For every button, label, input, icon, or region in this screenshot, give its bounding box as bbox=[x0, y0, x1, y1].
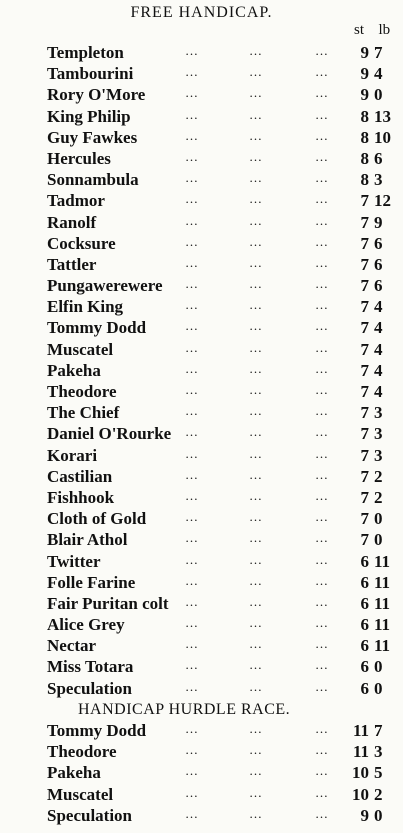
leader-dot-group: … bbox=[315, 106, 329, 122]
leader-dot-group: … bbox=[249, 43, 263, 58]
weight-pounds: 9 bbox=[374, 212, 383, 232]
weight-pounds: 4 bbox=[374, 382, 383, 401]
weight-entry-row bbox=[0, 529, 403, 550]
leader-dot-group: … bbox=[315, 763, 329, 779]
leader-dot-group: … bbox=[185, 85, 199, 101]
hurdle-race-title: HANDICAP HURDLE RACE. bbox=[78, 700, 291, 718]
weight-pounds: 5 bbox=[374, 763, 383, 783]
weight-stone: 7 bbox=[360, 466, 369, 486]
horse-name: Korari bbox=[47, 445, 98, 465]
weight-entry-row bbox=[0, 127, 403, 148]
leader-dot-group: … bbox=[249, 64, 263, 80]
weight-entry-row bbox=[0, 678, 403, 699]
weight-pounds: 7 bbox=[374, 721, 383, 740]
weight-pounds: 6 bbox=[374, 254, 383, 274]
weight-entry-row bbox=[0, 275, 403, 296]
leader-dot-group: … bbox=[249, 593, 263, 609]
leader-dot-group: … bbox=[249, 403, 263, 419]
leader-dot-group: … bbox=[185, 763, 199, 779]
weight-stone: 8 bbox=[360, 148, 369, 168]
weight-entry-row bbox=[0, 339, 403, 360]
leader-dot-group: … bbox=[315, 530, 329, 546]
leader-dot-group: … bbox=[249, 678, 263, 694]
weight-stone: 6 bbox=[360, 572, 369, 592]
leader-dot-group: … bbox=[249, 170, 263, 186]
weight-stone: 7 bbox=[360, 424, 369, 444]
weight-stone: 7 bbox=[360, 233, 369, 253]
weight-pounds: 10 bbox=[374, 127, 391, 147]
leader-dot-group: … bbox=[185, 148, 199, 164]
weight-pounds: 6 bbox=[374, 233, 383, 253]
weight-pounds: 0 bbox=[374, 530, 383, 550]
leader-dot-group: … bbox=[315, 403, 329, 419]
leader-dot-group: … bbox=[315, 805, 329, 821]
leader-dot-group: … bbox=[249, 657, 263, 673]
weight-stone: 8 bbox=[360, 106, 369, 126]
leader-dot-group: … bbox=[185, 445, 199, 461]
weight-entry-row bbox=[0, 445, 403, 466]
weight-entry-row bbox=[0, 190, 403, 211]
horse-name: Fishhook bbox=[47, 487, 115, 507]
weight-stone: 9 bbox=[360, 805, 369, 825]
weight-pounds: 3 bbox=[374, 170, 383, 190]
leader-dot-group: … bbox=[315, 297, 329, 313]
leader-dot-group: … bbox=[315, 721, 329, 736]
weight-entry-row bbox=[0, 784, 403, 805]
horse-name: Tambourini bbox=[47, 64, 134, 84]
horse-name: Nectar bbox=[47, 636, 97, 656]
weight-stone: 9 bbox=[360, 64, 369, 84]
horse-name: Pungawerewere bbox=[47, 276, 163, 296]
weight-stone: 6 bbox=[360, 636, 369, 656]
weight-pounds: 0 bbox=[374, 678, 383, 698]
leader-dot-group: … bbox=[315, 593, 329, 609]
horse-name: Tommy Dodd bbox=[47, 318, 147, 338]
leader-dot-group: … bbox=[185, 127, 199, 143]
weight-stone: 6 bbox=[360, 551, 369, 571]
weight-entry-row bbox=[0, 381, 403, 402]
leader-dot-group: … bbox=[185, 487, 199, 503]
horse-name: Alice Grey bbox=[47, 615, 125, 635]
leader-dot-group: … bbox=[315, 636, 329, 652]
leader-dot-group: … bbox=[315, 318, 329, 334]
weight-column-headers bbox=[354, 22, 390, 39]
leader-dot-group: … bbox=[249, 509, 263, 525]
weight-entry-row bbox=[0, 572, 403, 593]
weight-pounds: 11 bbox=[374, 636, 391, 656]
handicap-list bbox=[0, 42, 403, 826]
leader-dot-group: … bbox=[185, 233, 199, 249]
horse-name: Fair Puritan colt bbox=[47, 593, 169, 613]
leader-dot-group: … bbox=[185, 254, 199, 270]
weight-stone: 7 bbox=[360, 254, 369, 274]
weight-entry-row bbox=[0, 148, 403, 169]
weight-pounds: 11 bbox=[374, 551, 391, 571]
weight-pounds: 11 bbox=[374, 593, 391, 613]
leader-dot-group: … bbox=[185, 43, 199, 58]
weight-entry-row bbox=[0, 720, 403, 741]
weight-entry-row bbox=[0, 656, 403, 677]
weight-stone: 7 bbox=[360, 191, 369, 211]
weight-entry-row bbox=[0, 614, 403, 635]
weight-stone: 8 bbox=[360, 127, 369, 147]
weight-entry-row bbox=[0, 508, 403, 529]
leader-dot-group: … bbox=[185, 678, 199, 694]
horse-name: Guy Fawkes bbox=[47, 127, 138, 147]
leader-dot-group: … bbox=[249, 530, 263, 546]
leader-dot-group: … bbox=[249, 636, 263, 652]
leader-dot-group: … bbox=[315, 572, 329, 588]
leader-dot-group: … bbox=[185, 572, 199, 588]
weight-pounds: 3 bbox=[374, 424, 383, 444]
weight-entry-row bbox=[0, 466, 403, 487]
weight-pounds: 4 bbox=[374, 318, 383, 338]
weight-entry-row bbox=[0, 741, 403, 762]
leader-dot-group: … bbox=[249, 212, 263, 228]
leader-dot-group: … bbox=[249, 445, 263, 461]
leader-dot-group: … bbox=[249, 339, 263, 355]
horse-name: Blair Athol bbox=[47, 530, 128, 550]
horse-name: Speculation bbox=[47, 805, 133, 825]
leader-dot-group: … bbox=[249, 148, 263, 164]
leader-dot-group: … bbox=[249, 382, 263, 397]
horse-name: Tadmor bbox=[47, 191, 105, 211]
leader-dot-group: … bbox=[315, 382, 329, 397]
weight-pounds: 0 bbox=[374, 805, 383, 825]
horse-name: Twitter bbox=[47, 551, 101, 571]
horse-name: Speculation bbox=[47, 678, 133, 698]
leader-dot-group: … bbox=[185, 509, 199, 525]
weight-pounds: 0 bbox=[374, 85, 383, 105]
leader-dot-group: … bbox=[315, 615, 329, 631]
leader-dot-group: … bbox=[249, 551, 263, 567]
leader-dot-group: … bbox=[185, 636, 199, 652]
leader-dot-group: … bbox=[185, 784, 199, 800]
horse-name: Theodore bbox=[47, 382, 117, 401]
weight-pounds: 2 bbox=[374, 784, 383, 804]
leader-dot-group: … bbox=[315, 43, 329, 58]
weight-stone: 6 bbox=[360, 615, 369, 635]
weight-entry-row bbox=[0, 551, 403, 572]
leader-dot-group: … bbox=[315, 276, 329, 292]
leader-dot-group: … bbox=[185, 339, 199, 355]
free-handicap-title: FREE HANDICAP. bbox=[130, 4, 273, 21]
weight-stone: 7 bbox=[360, 382, 369, 401]
weight-entry-row bbox=[0, 212, 403, 233]
leader-dot-group: … bbox=[315, 742, 329, 758]
weight-pounds: 7 bbox=[374, 43, 383, 62]
leader-dot-group: … bbox=[185, 403, 199, 419]
leader-dot-group: … bbox=[185, 721, 199, 736]
weight-entry-row bbox=[0, 402, 403, 423]
weight-pounds: 13 bbox=[374, 106, 391, 126]
leader-dot-group: … bbox=[315, 551, 329, 567]
horse-name: Muscatel bbox=[47, 784, 114, 804]
leader-dot-group: … bbox=[185, 64, 199, 80]
horse-name: Tattler bbox=[47, 254, 97, 274]
leader-dot-group: … bbox=[185, 551, 199, 567]
leader-dot-group: … bbox=[185, 212, 199, 228]
leader-dot-group: … bbox=[185, 742, 199, 758]
weight-pounds: 0 bbox=[374, 509, 383, 529]
leader-dot-group: … bbox=[249, 276, 263, 292]
leader-dot-group: … bbox=[185, 805, 199, 821]
weight-entry-row bbox=[0, 593, 403, 614]
weight-pounds: 0 bbox=[374, 657, 383, 677]
weight-stone: 6 bbox=[360, 593, 369, 613]
leader-dot-group: … bbox=[249, 487, 263, 503]
leader-dot-group: … bbox=[249, 763, 263, 779]
leader-dot-group: … bbox=[249, 572, 263, 588]
weight-pounds: 11 bbox=[374, 572, 391, 592]
leader-dot-group: … bbox=[315, 424, 329, 440]
horse-name: Elfin King bbox=[47, 297, 124, 317]
leader-dot-group: … bbox=[315, 509, 329, 525]
leader-dot-group: … bbox=[315, 487, 329, 503]
leader-dot-group: … bbox=[249, 424, 263, 440]
weight-stone: 7 bbox=[360, 445, 369, 465]
horse-name: Pakeha bbox=[47, 763, 101, 783]
weight-stone: 7 bbox=[360, 276, 369, 296]
leader-dot-group: … bbox=[185, 276, 199, 292]
horse-name: Folle Farine bbox=[47, 572, 136, 592]
leader-dot-group: … bbox=[249, 805, 263, 821]
horse-name: Rory O'More bbox=[47, 85, 146, 105]
horse-name: The Chief bbox=[47, 403, 120, 423]
leader-dot-group: … bbox=[249, 127, 263, 143]
leader-dot-group: … bbox=[185, 593, 199, 609]
weight-entry-row bbox=[0, 805, 403, 826]
weight-pounds: 2 bbox=[374, 487, 383, 507]
leader-dot-group: … bbox=[315, 339, 329, 355]
horse-name: Castilian bbox=[47, 466, 113, 486]
horse-name: Sonnambula bbox=[47, 170, 139, 190]
leader-dot-group: … bbox=[249, 318, 263, 334]
horse-name: Daniel O'Rourke bbox=[47, 424, 172, 444]
leader-dot-group: … bbox=[249, 721, 263, 736]
weight-entry-row bbox=[0, 84, 403, 105]
weight-pounds: 3 bbox=[374, 445, 383, 465]
weight-entry-row bbox=[0, 169, 403, 190]
leader-dot-group: … bbox=[249, 742, 263, 758]
weight-entry-row bbox=[0, 106, 403, 127]
stone-column-header: st bbox=[354, 22, 365, 38]
weight-pounds: 6 bbox=[374, 276, 383, 296]
leader-dot-group: … bbox=[185, 106, 199, 122]
leader-dot-group: … bbox=[315, 212, 329, 228]
weight-pounds: 4 bbox=[374, 339, 383, 359]
horse-name: Cloth of Gold bbox=[47, 509, 147, 529]
horse-name: Pakeha bbox=[47, 360, 101, 380]
weight-stone: 9 bbox=[360, 43, 369, 62]
leader-dot-group: … bbox=[249, 85, 263, 101]
weight-entry-row bbox=[0, 762, 403, 783]
weight-stone: 6 bbox=[360, 657, 369, 677]
leader-dot-group: … bbox=[315, 360, 329, 376]
weight-entry-row bbox=[0, 63, 403, 84]
leader-dot-group: … bbox=[185, 318, 199, 334]
weight-pounds: 3 bbox=[374, 403, 383, 423]
horse-name: King Philip bbox=[47, 106, 131, 126]
horse-name: Tommy Dodd bbox=[47, 721, 147, 740]
leader-dot-group: … bbox=[315, 466, 329, 482]
weight-entry-row bbox=[0, 360, 403, 381]
leader-dot-group: … bbox=[249, 615, 263, 631]
leader-dot-group: … bbox=[185, 424, 199, 440]
weight-pounds: 12 bbox=[374, 191, 391, 211]
leader-dot-group: … bbox=[185, 615, 199, 631]
leader-dot-group: … bbox=[249, 254, 263, 270]
leader-dot-group: … bbox=[185, 297, 199, 313]
leader-dot-group: … bbox=[315, 127, 329, 143]
weight-pounds: 4 bbox=[374, 64, 383, 84]
weight-stone: 11 bbox=[352, 721, 369, 740]
leader-dot-group: … bbox=[315, 191, 329, 207]
horse-name: Muscatel bbox=[47, 339, 114, 359]
weight-stone: 10 bbox=[352, 763, 369, 783]
weight-stone: 9 bbox=[360, 85, 369, 105]
weight-stone: 7 bbox=[360, 360, 369, 380]
leader-dot-group: … bbox=[315, 678, 329, 694]
weight-stone: 8 bbox=[360, 170, 369, 190]
weight-pounds: 4 bbox=[374, 360, 383, 380]
leader-dot-group: … bbox=[185, 360, 199, 376]
leader-dot-group: … bbox=[185, 466, 199, 482]
leader-dot-group: … bbox=[249, 233, 263, 249]
leader-dot-group: … bbox=[315, 85, 329, 101]
horse-name: Hercules bbox=[47, 148, 111, 168]
weight-stone: 7 bbox=[360, 487, 369, 507]
weight-pounds: 3 bbox=[374, 742, 383, 762]
weight-entry-row bbox=[0, 423, 403, 444]
leader-dot-group: … bbox=[315, 445, 329, 461]
leader-dot-group: … bbox=[249, 297, 263, 313]
leader-dot-group: … bbox=[185, 657, 199, 673]
leader-dot-group: … bbox=[315, 784, 329, 800]
weight-stone: 10 bbox=[352, 784, 369, 804]
weight-entry-row bbox=[0, 635, 403, 656]
horse-name: Theodore bbox=[47, 742, 117, 762]
leader-dot-group: … bbox=[249, 466, 263, 482]
weight-entry-row bbox=[0, 254, 403, 275]
weight-entry-row bbox=[0, 317, 403, 338]
leader-dot-group: … bbox=[315, 657, 329, 673]
leader-dot-group: … bbox=[249, 360, 263, 376]
leader-dot-group: … bbox=[315, 148, 329, 164]
weight-stone: 7 bbox=[360, 509, 369, 529]
horse-name: Miss Totara bbox=[47, 657, 134, 677]
weight-stone: 7 bbox=[360, 403, 369, 423]
weight-pounds: 6 bbox=[374, 148, 383, 168]
leader-dot-group: … bbox=[315, 64, 329, 80]
leader-dot-group: … bbox=[315, 233, 329, 249]
weight-pounds: 2 bbox=[374, 466, 383, 486]
weight-entry-row bbox=[0, 42, 403, 63]
weight-stone: 6 bbox=[360, 678, 369, 698]
horse-name: Templeton bbox=[47, 43, 124, 62]
pound-column-header: lb bbox=[378, 22, 391, 38]
horse-name: Cocksure bbox=[47, 233, 116, 253]
weight-stone: 7 bbox=[360, 339, 369, 359]
leader-dot-group: … bbox=[249, 784, 263, 800]
weight-entry-row bbox=[0, 296, 403, 317]
weight-stone: 11 bbox=[352, 742, 369, 762]
leader-dot-group: … bbox=[185, 191, 199, 207]
weight-pounds: 11 bbox=[374, 615, 391, 635]
leader-dot-group: … bbox=[185, 170, 199, 186]
weight-stone: 7 bbox=[360, 297, 369, 317]
leader-dot-group: … bbox=[185, 382, 199, 397]
leader-dot-group: … bbox=[249, 106, 263, 122]
leader-dot-group: … bbox=[315, 170, 329, 186]
horse-name: Ranolf bbox=[47, 212, 97, 232]
weight-pounds: 4 bbox=[374, 297, 383, 317]
weight-entry-row bbox=[0, 233, 403, 254]
leader-dot-group: … bbox=[185, 530, 199, 546]
leader-dot-group: … bbox=[249, 191, 263, 207]
weight-stone: 7 bbox=[360, 212, 369, 232]
leader-dot-group: … bbox=[315, 254, 329, 270]
weight-stone: 7 bbox=[360, 318, 369, 338]
weight-entry-row bbox=[0, 487, 403, 508]
weight-stone: 7 bbox=[360, 530, 369, 550]
